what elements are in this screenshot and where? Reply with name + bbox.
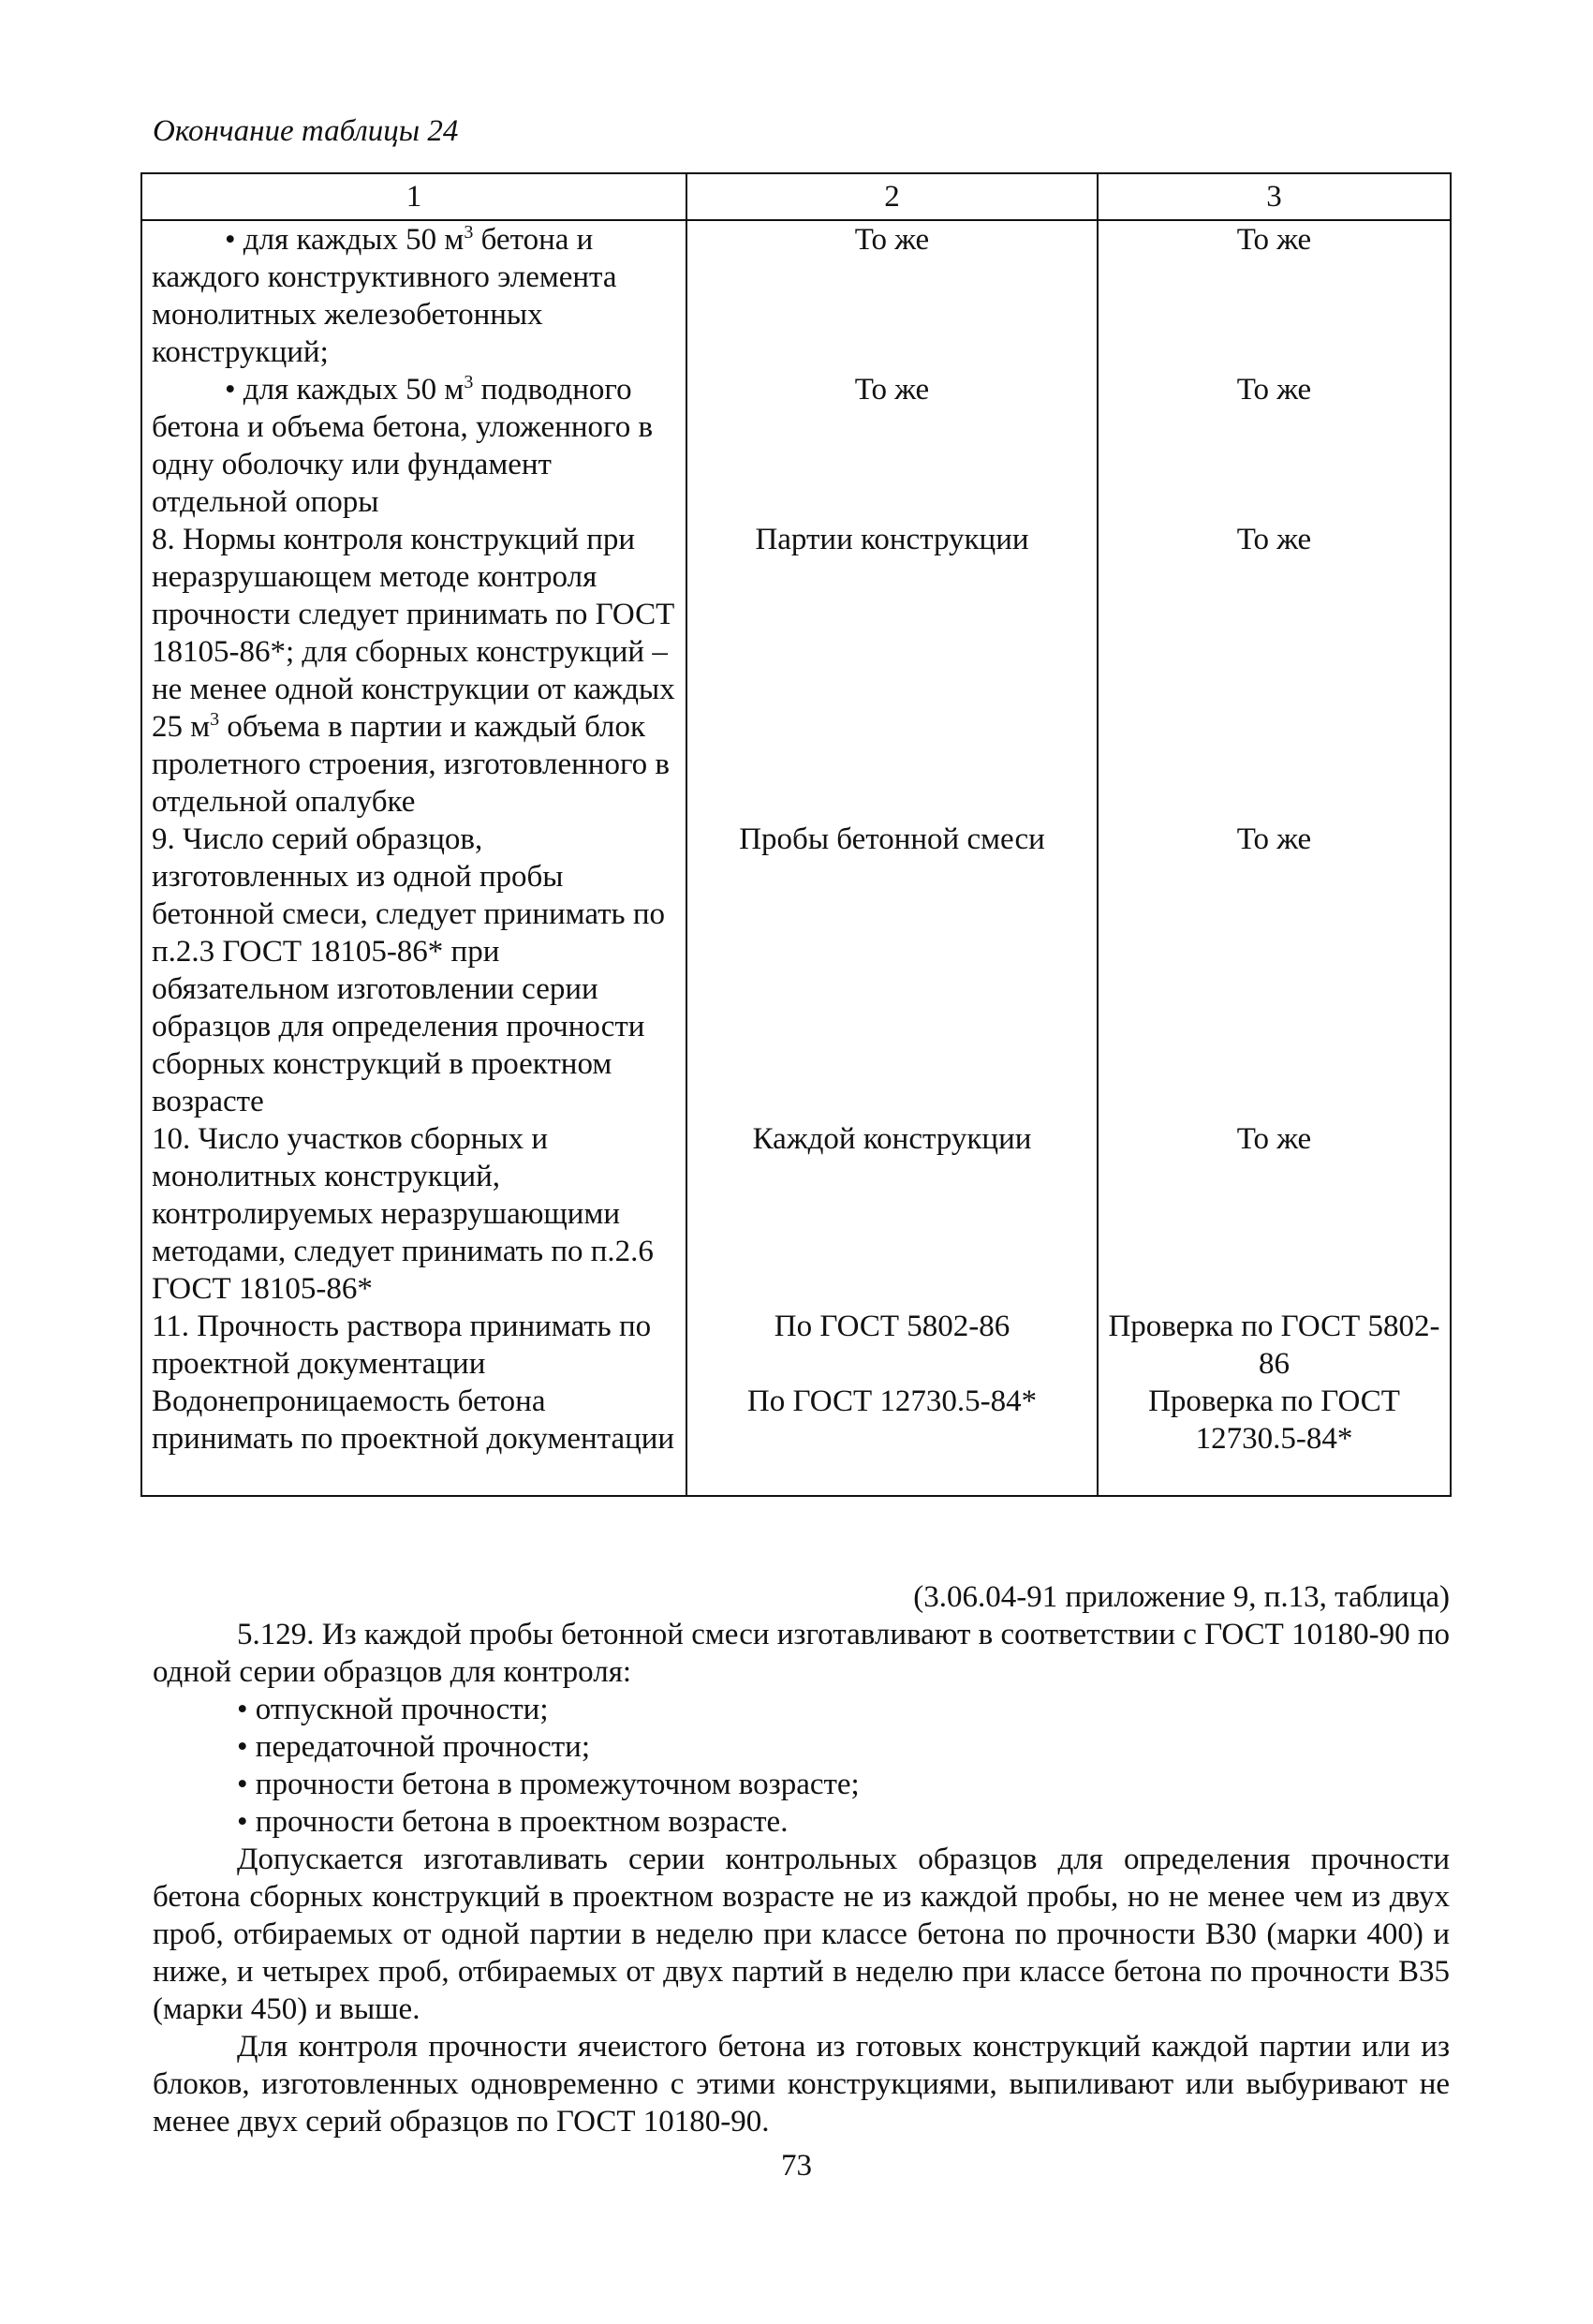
- list-item: • передаточной прочности;: [237, 1730, 590, 1764]
- row-7-description: [141, 1383, 686, 1496]
- row-3-text: 8. Нормы контроля конструкций при неразрушающем методе контроля прочности следует принимать по ГОСТ 18105-86*; для сборных конструкций – не менее одной конструкции от каждых 25 м: [152, 523, 675, 744]
- body-text: [153, 1616, 1450, 2140]
- source-reference: (3.06.04-91 приложение 9, п.13, таблица): [913, 1580, 1450, 1614]
- row-4-description: 9. Число серий образцов, изготовленных из одной пробы бетонной смеси, следует принимать по п.2.3 ГОСТ 18105-86* при обязательном изготовлении серии образцов для определения прочности сборных конструкций в проектном возрасте: [141, 821, 686, 1120]
- row-4-object: Пробы бетонной смеси: [686, 821, 1098, 1120]
- column-header-3: 3: [1098, 173, 1451, 220]
- row-2-method: То же: [1098, 371, 1451, 521]
- row-5-object: Каждой конструкции: [686, 1120, 1098, 1308]
- table-row: [141, 1383, 1451, 1496]
- table-row: [141, 821, 1451, 1120]
- list-item: • прочности бетона в проектном возрасте.: [237, 1805, 789, 1839]
- row-5-description: 10. Число участков сборных и монолитных конструкций, контролируемых неразрушающими методами, следует принимать по п.2.6 ГОСТ 18105-86*: [141, 1120, 686, 1308]
- row-3-description: [141, 521, 686, 821]
- row-1-method: То же: [1098, 220, 1451, 371]
- row-1-text-cont: бетона и каждого конструктивного элемента монолитных железобетонных конструкций;: [152, 223, 617, 369]
- column-header-2: 2: [686, 173, 1098, 220]
- row-1-text: • для каждых 50 м: [225, 223, 465, 257]
- paragraph-cellular-concrete: Для контроля прочности ячеистого бетона из готовых конструкций каждой партии или из блоков, изготовленных одновременно с этими конструкциями, выпиливают или выбуривают не менее двух серий образцов по ГОСТ 10180-90.: [153, 2030, 1450, 2139]
- superscript-cubic: 3: [210, 709, 220, 730]
- bullet-item: [152, 221, 676, 371]
- table-row: [141, 1308, 1451, 1383]
- row-1-description: [141, 220, 686, 371]
- paragraph-5-129: 5.129. Из каждой пробы бетонной смеси изготавливают в соответствии с ГОСТ 10180-90 по одной серии образцов для контроля:: [153, 1618, 1450, 1689]
- column-header-1: 1: [141, 173, 686, 220]
- row-6-description: 11. Прочность раствора принимать по проектной документации: [141, 1308, 686, 1383]
- bullet-item: [152, 371, 676, 521]
- paragraph-allowance: Допускается изготавливать серии контрольных образцов для определения прочности бетона сборных конструкций в проектном возрасте не из каждой пробы, но не менее чем из двух проб, отбираемых от одной партии в неделю при классе бетона по прочности В30 (марки 400) и ниже, и четырех проб, отбираемых от двух партий в неделю при классе бетона по прочности В35 (марки 450) и выше.: [153, 1843, 1450, 2026]
- row-5-method: То же: [1098, 1120, 1451, 1308]
- list-item: • прочности бетона в промежуточном возрасте;: [237, 1768, 860, 1801]
- row-3-text-cont: объема в партии и каждый блок пролетного строения, изготовленного в отдельной опалубке: [152, 710, 670, 819]
- row-1-object: То же: [686, 220, 1098, 371]
- row-2-text: • для каждых 50 м: [225, 373, 465, 407]
- page-number: 73: [781, 2149, 812, 2183]
- row-7-method: Проверка по ГОСТ 12730.5-84*: [1098, 1383, 1451, 1496]
- row-6-object: По ГОСТ 5802-86: [686, 1308, 1098, 1383]
- table-row: [141, 220, 1451, 371]
- superscript-cubic: 3: [464, 372, 474, 392]
- table-24: [140, 172, 1452, 1497]
- row-6-method: Проверка по ГОСТ 5802-86: [1098, 1308, 1451, 1383]
- list-item: • отпускной прочности;: [237, 1693, 549, 1726]
- row-3-method: То же: [1098, 521, 1451, 821]
- table-row: [141, 521, 1451, 821]
- row-7-object: По ГОСТ 12730.5-84*: [686, 1383, 1098, 1496]
- row-2-description: [141, 371, 686, 521]
- row-7-text: Водонепроницаемость бетона принимать по проектной документации: [152, 1384, 675, 1456]
- table-row: [141, 1120, 1451, 1308]
- superscript-cubic: 3: [464, 222, 474, 243]
- row-4-method: То же: [1098, 821, 1451, 1120]
- row-2-text-cont: подводного бетона и объема бетона, уложенного в одну оболочку или фундамент отдельной опоры: [152, 373, 654, 519]
- table-caption: Окончание таблицы 24: [153, 114, 459, 148]
- table-header-row: [141, 173, 1451, 220]
- table-row: [141, 371, 1451, 521]
- row-2-object: То же: [686, 371, 1098, 521]
- row-3-object: Партии конструкции: [686, 521, 1098, 821]
